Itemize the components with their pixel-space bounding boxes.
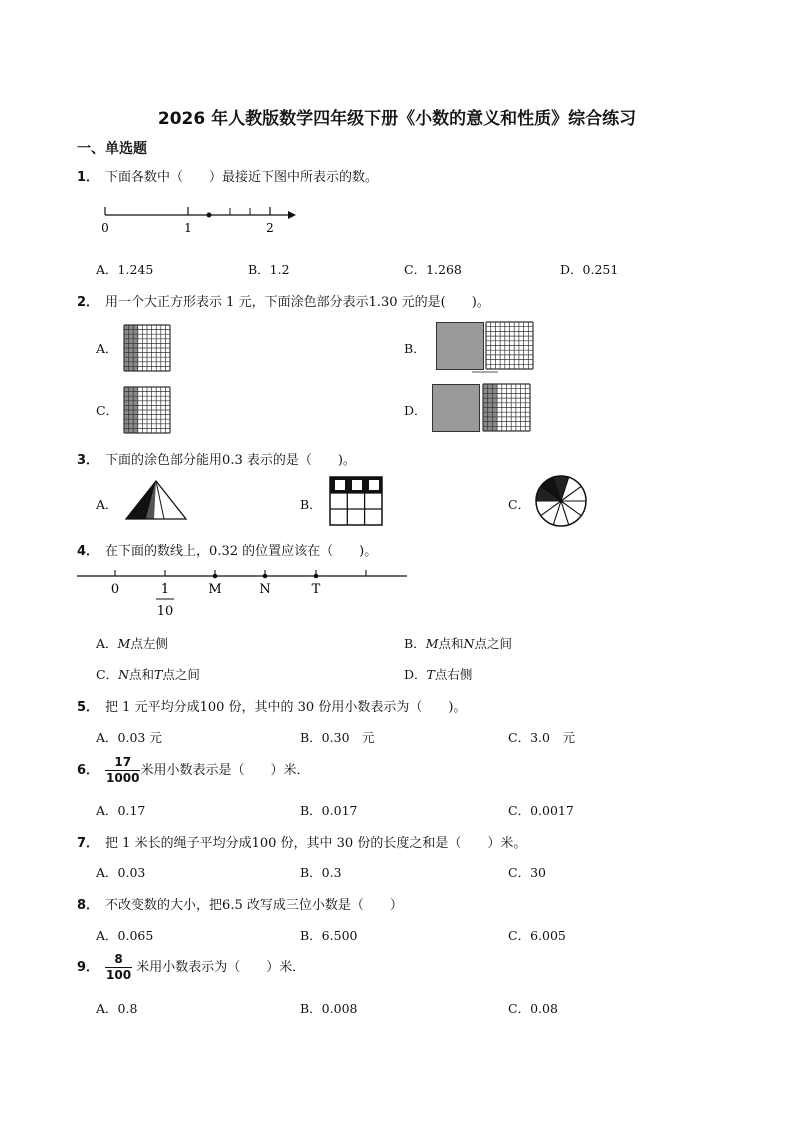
q6-option-a: A．0.17 [96, 803, 146, 818]
q2-option-b: B． [404, 341, 426, 356]
axis-label-fraction-numerator: 1 [160, 582, 170, 597]
axis-label-zero: 0 [110, 582, 120, 597]
q4-option-a: A．M点左侧 [96, 636, 168, 651]
q2-option-b-figure [436, 322, 536, 374]
q3-option-b-figure [329, 476, 385, 528]
q4-option-b: B．M点和N点之间 [404, 636, 512, 651]
q1-option-a: A．1.245 [96, 262, 154, 277]
question-text: 米用小数表示为（ ）米． [132, 960, 306, 975]
q2-option-a: A． [96, 341, 118, 356]
q5-option-c: C．3.0 元 [508, 730, 575, 745]
question-text: 把 1 米长的绳子平均分成100 份，其中 30 份的长度之和是（ ）米。 [105, 836, 527, 851]
document-title: 2026 年人教版数学四年级下册《小数的意义和性质》综合练习 [157, 109, 637, 129]
q6-option-c: C．0.0017 [508, 803, 574, 818]
question-number: 4． [77, 544, 100, 559]
question-3 [77, 449, 356, 468]
q9-option-c: C．0.08 [508, 1001, 558, 1016]
question-number: 5． [77, 700, 100, 715]
question-text: 在下面的数线上，0.32 的位置应该在（ )。 [105, 544, 378, 559]
q1-option-b: B．1.2 [248, 262, 290, 277]
question-number: 3． [77, 453, 100, 468]
axis-label-m: M [208, 582, 222, 597]
question-text: 把 1 元平均分成100 份，其中的 30 份用小数表示为（ )。 [105, 700, 467, 715]
question-text: 米用小数表示是（ ）米． [140, 763, 310, 778]
question-6 [77, 755, 309, 786]
q3-option-a-figure [124, 479, 190, 523]
section-heading: 一、单选题 [77, 141, 147, 157]
q8-option-b: B．6.500 [300, 928, 358, 943]
q2-option-c: C． [96, 403, 119, 418]
axis-label-0: 0 [101, 221, 109, 235]
q9-option-b: B．0.008 [300, 1001, 358, 1016]
question-number: 1． [77, 170, 100, 185]
q3-option-c: C． [508, 497, 531, 512]
q1-option-d: D．0.251 [560, 262, 619, 277]
q1-option-c: C．1.268 [404, 262, 462, 277]
fraction: $\frac{8}{100}$ [106, 952, 132, 982]
q2-option-c-figure [124, 387, 172, 435]
q7-option-c: C．30 [508, 865, 546, 880]
q9-option-a: A．0.8 [96, 1001, 138, 1016]
q4-option-d: D．T点右侧 [404, 667, 473, 682]
question-number: 7． [77, 836, 100, 851]
question-number: 2． [77, 295, 100, 310]
q8-option-a: A．0.065 [96, 928, 154, 943]
question-2 [77, 291, 490, 310]
question-text: 下面的涂色部分能用0.3 表示的是（ )。 [105, 453, 356, 468]
axis-label-2: 2 [266, 221, 274, 235]
question-number: 9． [77, 960, 100, 975]
question-text: 不改变数的大小，把6.5 改写成三位小数是（ ） [105, 898, 403, 913]
q4-number-line-figure [77, 566, 411, 622]
q3-option-a: A． [96, 497, 118, 512]
question-number: 6． [77, 763, 100, 778]
q4-option-c: C．N点和T点之间 [96, 667, 200, 682]
question-9 [77, 952, 305, 983]
q5-option-b: B．0.30 元 [300, 730, 375, 745]
question-number: 8． [77, 898, 100, 913]
q3-option-b: B． [300, 497, 322, 512]
axis-label-fraction-denominator: 10 [156, 604, 174, 619]
question-5 [77, 696, 466, 715]
axis-label-n: N [259, 582, 271, 597]
q8-option-c: C．6.005 [508, 928, 566, 943]
axis-label-1: 1 [184, 221, 192, 235]
q6-option-b: B．0.017 [300, 803, 358, 818]
question-1 [77, 166, 378, 185]
fraction: $\frac{17}{1000}$ [106, 755, 140, 785]
question-text: 用一个大正方形表示 1 元，下面涂色部分表示1.30 元的是( )。 [105, 295, 490, 310]
axis-label-t: T [311, 582, 321, 597]
q3-option-c-figure [534, 474, 590, 530]
question-text: 下面各数中（ ）最接近下图中所表示的数。 [105, 170, 379, 185]
q2-option-d-figure [432, 384, 534, 436]
q5-option-a: A．0.03 元 [96, 730, 162, 745]
question-8 [77, 894, 403, 913]
q7-option-b: B．0.3 [300, 865, 342, 880]
q1-number-line-figure [100, 200, 300, 240]
q2-option-a-figure [124, 325, 172, 373]
q7-option-a: A．0.03 [96, 865, 146, 880]
q2-option-d: D． [404, 403, 427, 418]
question-7 [77, 832, 526, 851]
question-4 [77, 540, 377, 559]
